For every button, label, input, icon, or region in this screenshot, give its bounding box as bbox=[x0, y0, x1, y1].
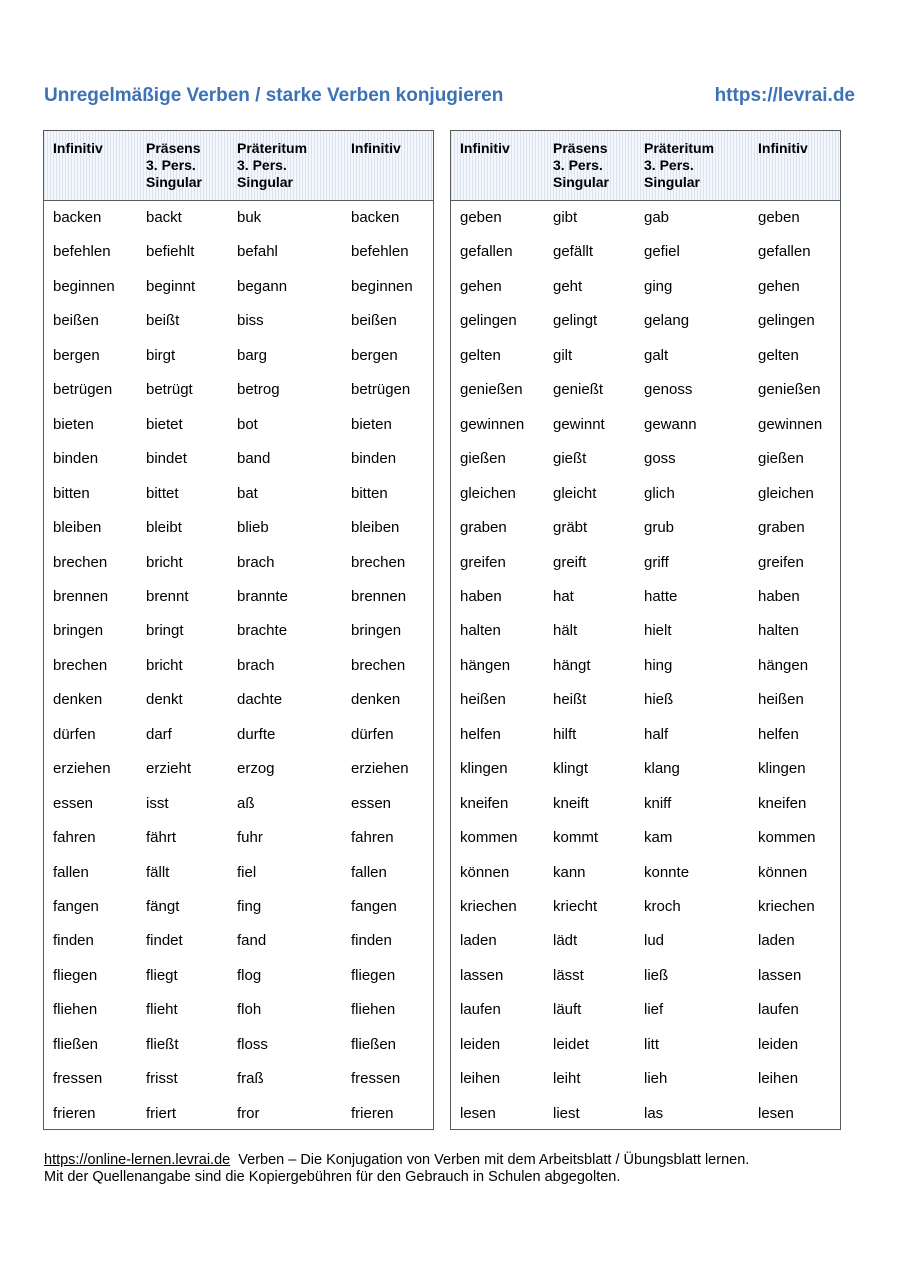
table-row bbox=[451, 443, 840, 477]
praeteritum-cell: floss bbox=[237, 1035, 268, 1053]
table-row bbox=[451, 202, 840, 236]
praesens-cell: backt bbox=[146, 209, 182, 226]
table-row bbox=[451, 1063, 840, 1097]
infinitiv-2-cell: denken bbox=[351, 691, 401, 709]
praesens-cell: genießt bbox=[553, 381, 604, 399]
infinitiv-2-cell: brechen bbox=[351, 656, 406, 674]
praeteritum-cell: konnte bbox=[644, 863, 690, 881]
praeteritum-cell: band bbox=[237, 450, 271, 468]
table-row bbox=[451, 374, 840, 408]
infinitiv-cell: haben bbox=[460, 587, 502, 605]
infinitiv-cell: gleichen bbox=[460, 484, 516, 502]
infinitiv-cell: beginnen bbox=[53, 277, 115, 295]
praesens-cell: denkt bbox=[146, 691, 183, 709]
praesens-cell: hat bbox=[553, 587, 574, 605]
praeteritum-cell: fiel bbox=[237, 863, 257, 881]
infinitiv-2-cell: gleichen bbox=[758, 484, 814, 502]
table-row bbox=[44, 822, 433, 856]
table-row bbox=[44, 994, 433, 1028]
praeteritum-cell: ließ bbox=[644, 966, 669, 984]
praesens-cell: lädt bbox=[553, 932, 578, 950]
infinitiv-2-cell: laden bbox=[758, 932, 795, 950]
praeteritum-cell: aß bbox=[237, 794, 255, 812]
praesens-cell: bringt bbox=[146, 622, 184, 640]
table-row bbox=[451, 684, 840, 718]
praeteritum-cell: lief bbox=[644, 1001, 664, 1019]
infinitiv-cell: kommen bbox=[460, 829, 518, 847]
infinitiv-cell: bleiben bbox=[53, 519, 102, 537]
praesens-cell: heißt bbox=[553, 691, 587, 709]
right-verb-table bbox=[450, 130, 841, 1130]
praesens-cell: betrügt bbox=[146, 381, 193, 399]
infinitiv-2-cell: erziehen bbox=[351, 760, 409, 778]
header-infinitiv: Infinitiv bbox=[53, 140, 103, 156]
infinitiv-2-cell: brennen bbox=[351, 587, 407, 605]
infinitiv-cell: lassen bbox=[460, 966, 504, 984]
table-row bbox=[44, 650, 433, 684]
table-row bbox=[451, 581, 840, 615]
infinitiv-cell: fliehen bbox=[53, 1001, 98, 1019]
infinitiv-cell: bergen bbox=[53, 346, 100, 364]
praesens-cell: gibt bbox=[553, 209, 578, 226]
praesens-cell: liest bbox=[553, 1104, 580, 1122]
praeteritum-cell: fand bbox=[237, 932, 267, 950]
table-row bbox=[44, 684, 433, 718]
praesens-cell: kommt bbox=[553, 829, 598, 847]
praesens-cell: isst bbox=[146, 794, 169, 812]
praeteritum-cell: ging bbox=[644, 277, 673, 295]
praesens-cell: gleicht bbox=[553, 484, 597, 502]
table-row bbox=[451, 340, 840, 374]
table-row bbox=[44, 443, 433, 477]
infinitiv-cell: heißen bbox=[460, 691, 506, 709]
infinitiv-2-cell: binden bbox=[351, 450, 397, 468]
praesens-cell: fängt bbox=[146, 898, 180, 915]
header-infinitiv-2: Infinitiv bbox=[351, 140, 401, 156]
infinitiv-2-cell: gießen bbox=[758, 450, 804, 468]
infinitiv-cell: greifen bbox=[460, 553, 506, 571]
footer-line-2: Mit der Quellenangabe sind die Kopiergebühren für den Gebrauch in Schulen abgegolten. bbox=[44, 1169, 621, 1185]
infinitiv-cell: fahren bbox=[53, 829, 96, 847]
infinitiv-2-cell: fallen bbox=[351, 863, 387, 881]
praesens-cell: findet bbox=[146, 932, 183, 950]
infinitiv-2-cell: geben bbox=[758, 209, 800, 226]
table-row bbox=[44, 409, 433, 443]
table-row bbox=[44, 271, 433, 305]
infinitiv-2-cell: fliegen bbox=[351, 966, 396, 984]
praesens-cell: leiht bbox=[553, 1070, 581, 1088]
infinitiv-2-cell: bleiben bbox=[351, 519, 400, 537]
infinitiv-2-cell: leihen bbox=[758, 1070, 799, 1088]
praeteritum-cell: gefiel bbox=[644, 243, 680, 261]
table-row bbox=[451, 960, 840, 994]
praesens-cell: geht bbox=[553, 277, 583, 295]
praeteritum-cell: dachte bbox=[237, 691, 283, 709]
praesens-cell: hält bbox=[553, 622, 578, 640]
infinitiv-2-cell: genießen bbox=[758, 381, 821, 399]
header-praesens: Präsens 3. Pers. Singular bbox=[146, 140, 203, 190]
infinitiv-2-cell: halten bbox=[758, 622, 799, 640]
infinitiv-cell: leiden bbox=[460, 1035, 501, 1053]
praeteritum-cell: befahl bbox=[237, 243, 278, 261]
praesens-cell: gießt bbox=[553, 450, 587, 468]
praeteritum-cell: litt bbox=[644, 1035, 659, 1053]
table-row bbox=[44, 1029, 433, 1063]
infinitiv-cell: geben bbox=[460, 209, 502, 226]
infinitiv-2-cell: bringen bbox=[351, 622, 402, 640]
infinitiv-2-cell: gehen bbox=[758, 277, 800, 295]
infinitiv-cell: bringen bbox=[53, 622, 104, 640]
table-row bbox=[44, 857, 433, 891]
infinitiv-2-cell: fangen bbox=[351, 898, 397, 915]
infinitiv-2-cell: essen bbox=[351, 794, 392, 812]
praeteritum-cell: kam bbox=[644, 829, 673, 847]
praeteritum-cell: fraß bbox=[237, 1070, 264, 1088]
table-header bbox=[44, 131, 433, 201]
praesens-cell: beginnt bbox=[146, 277, 196, 295]
infinitiv-cell: helfen bbox=[460, 725, 501, 743]
infinitiv-2-cell: betrügen bbox=[351, 381, 411, 399]
infinitiv-cell: fließen bbox=[53, 1035, 99, 1053]
table-row bbox=[451, 857, 840, 891]
table-row bbox=[451, 753, 840, 787]
infinitiv-2-cell: brechen bbox=[351, 553, 406, 571]
table-row bbox=[44, 1063, 433, 1097]
table-row bbox=[451, 615, 840, 649]
praesens-cell: gewinnt bbox=[553, 415, 605, 433]
praeteritum-cell: begann bbox=[237, 277, 288, 295]
praesens-cell: bittet bbox=[146, 484, 179, 502]
table-row bbox=[451, 788, 840, 822]
praeteritum-cell: hatte bbox=[644, 587, 678, 605]
praesens-cell: flieht bbox=[146, 1001, 178, 1019]
infinitiv-cell: denken bbox=[53, 691, 103, 709]
infinitiv-2-cell: gewinnen bbox=[758, 415, 823, 433]
praesens-cell: darf bbox=[146, 725, 172, 743]
infinitiv-2-cell: graben bbox=[758, 519, 805, 537]
table-row bbox=[44, 236, 433, 270]
table-row bbox=[44, 891, 433, 925]
praeteritum-cell: hielt bbox=[644, 622, 672, 640]
praesens-cell: kriecht bbox=[553, 898, 598, 915]
infinitiv-cell: dürfen bbox=[53, 725, 96, 743]
table-row bbox=[451, 650, 840, 684]
praesens-cell: fliegt bbox=[146, 966, 178, 984]
praeteritum-cell: blieb bbox=[237, 519, 269, 537]
table-row bbox=[451, 822, 840, 856]
infinitiv-cell: binden bbox=[53, 450, 99, 468]
table-row bbox=[451, 236, 840, 270]
infinitiv-cell: gelten bbox=[460, 346, 501, 364]
footer-text: Verben – Die Konjugation von Verben mit dem Arbeitsblatt / Übungsblatt lernen. bbox=[230, 1152, 750, 1168]
infinitiv-2-cell: fliehen bbox=[351, 1001, 396, 1019]
infinitiv-2-cell: gelten bbox=[758, 346, 799, 364]
praeteritum-cell: lieh bbox=[644, 1070, 668, 1088]
infinitiv-2-cell: helfen bbox=[758, 725, 799, 743]
infinitiv-2-cell: klingen bbox=[758, 760, 806, 778]
header-infinitiv-2: Infinitiv bbox=[758, 140, 808, 156]
infinitiv-cell: bieten bbox=[53, 415, 94, 433]
table-row bbox=[44, 719, 433, 753]
infinitiv-2-cell: heißen bbox=[758, 691, 804, 709]
praeteritum-cell: biss bbox=[237, 312, 264, 330]
infinitiv-cell: laden bbox=[460, 932, 497, 950]
praeteritum-cell: grub bbox=[644, 519, 675, 537]
infinitiv-2-cell: fressen bbox=[351, 1070, 401, 1088]
table-row bbox=[44, 547, 433, 581]
infinitiv-2-cell: leiden bbox=[758, 1035, 799, 1053]
infinitiv-cell: laufen bbox=[460, 1001, 501, 1019]
praesens-cell: fährt bbox=[146, 829, 177, 847]
header-praesens: Präsens 3. Pers. Singular bbox=[553, 140, 610, 190]
praesens-cell: bricht bbox=[146, 553, 183, 571]
praeteritum-cell: erzog bbox=[237, 760, 275, 778]
praeteritum-cell: bat bbox=[237, 484, 258, 502]
infinitiv-cell: frieren bbox=[53, 1104, 96, 1122]
praesens-cell: hilft bbox=[553, 725, 577, 743]
infinitiv-2-cell: beißen bbox=[351, 312, 397, 330]
infinitiv-2-cell: backen bbox=[351, 209, 400, 226]
infinitiv-2-cell: hängen bbox=[758, 656, 809, 674]
infinitiv-2-cell: kneifen bbox=[758, 794, 807, 812]
infinitiv-2-cell: kriechen bbox=[758, 898, 815, 915]
table-row bbox=[451, 409, 840, 443]
praesens-cell: beißt bbox=[146, 312, 180, 330]
praesens-cell: klingt bbox=[553, 760, 589, 778]
infinitiv-2-cell: lesen bbox=[758, 1104, 794, 1122]
praeteritum-cell: goss bbox=[644, 450, 676, 468]
praeteritum-cell: half bbox=[644, 725, 669, 743]
infinitiv-cell: gewinnen bbox=[460, 415, 525, 433]
praesens-cell: lässt bbox=[553, 966, 584, 984]
praesens-cell: befiehlt bbox=[146, 243, 195, 261]
table-row bbox=[44, 788, 433, 822]
praeteritum-cell: kniff bbox=[644, 794, 672, 812]
praeteritum-cell: brannte bbox=[237, 587, 288, 605]
infinitiv-cell: brennen bbox=[53, 587, 109, 605]
praesens-cell: birgt bbox=[146, 346, 176, 364]
footer-link[interactable]: https://online-lernen.levrai.de bbox=[44, 1152, 231, 1168]
table-row bbox=[451, 1098, 840, 1132]
praeteritum-cell: gewann bbox=[644, 415, 697, 433]
praeteritum-cell: griff bbox=[644, 553, 669, 571]
table-row bbox=[44, 374, 433, 408]
praeteritum-cell: gab bbox=[644, 209, 670, 226]
infinitiv-cell: lesen bbox=[460, 1104, 496, 1122]
infinitiv-cell: befehlen bbox=[53, 243, 111, 261]
infinitiv-2-cell: frieren bbox=[351, 1104, 394, 1122]
praesens-cell: hängt bbox=[553, 656, 591, 674]
table-row bbox=[44, 581, 433, 615]
infinitiv-2-cell: können bbox=[758, 863, 808, 881]
praesens-cell: greift bbox=[553, 553, 587, 571]
praesens-cell: brennt bbox=[146, 587, 189, 605]
infinitiv-cell: beißen bbox=[53, 312, 99, 330]
infinitiv-2-cell: gelingen bbox=[758, 312, 815, 330]
header-infinitiv: Infinitiv bbox=[460, 140, 510, 156]
infinitiv-cell: fangen bbox=[53, 898, 99, 915]
infinitiv-2-cell: lassen bbox=[758, 966, 802, 984]
table-row bbox=[451, 719, 840, 753]
praeteritum-cell: hieß bbox=[644, 691, 674, 709]
praeteritum-cell: bot bbox=[237, 415, 258, 433]
header-praeteritum: Präteritum 3. Pers. Singular bbox=[644, 140, 715, 190]
infinitiv-cell: leihen bbox=[460, 1070, 501, 1088]
praesens-cell: kann bbox=[553, 863, 586, 881]
table-row bbox=[44, 202, 433, 236]
table-row bbox=[44, 512, 433, 546]
praeteritum-cell: brachte bbox=[237, 622, 288, 640]
praeteritum-cell: brach bbox=[237, 553, 275, 571]
praeteritum-cell: flog bbox=[237, 966, 262, 984]
infinitiv-cell: betrügen bbox=[53, 381, 113, 399]
praesens-cell: gilt bbox=[553, 346, 573, 364]
infinitiv-cell: bitten bbox=[53, 484, 90, 502]
praesens-cell: kneift bbox=[553, 794, 589, 812]
infinitiv-2-cell: laufen bbox=[758, 1001, 799, 1019]
infinitiv-2-cell: bieten bbox=[351, 415, 392, 433]
table-row bbox=[451, 478, 840, 512]
infinitiv-cell: kriechen bbox=[460, 898, 517, 915]
praesens-cell: gefällt bbox=[553, 243, 594, 261]
table-row bbox=[44, 753, 433, 787]
site-url: https://levrai.de bbox=[714, 85, 855, 106]
infinitiv-2-cell: haben bbox=[758, 587, 800, 605]
infinitiv-cell: fallen bbox=[53, 863, 89, 881]
praeteritum-cell: klang bbox=[644, 760, 680, 778]
infinitiv-cell: halten bbox=[460, 622, 501, 640]
praeteritum-cell: hing bbox=[644, 656, 673, 674]
praesens-cell: bindet bbox=[146, 450, 187, 468]
praeteritum-cell: kroch bbox=[644, 898, 681, 915]
infinitiv-cell: fliegen bbox=[53, 966, 98, 984]
infinitiv-cell: genießen bbox=[460, 381, 523, 399]
infinitiv-2-cell: kommen bbox=[758, 829, 816, 847]
infinitiv-cell: gehen bbox=[460, 277, 502, 295]
table-row bbox=[44, 615, 433, 649]
table-row bbox=[44, 305, 433, 339]
praeteritum-cell: fuhr bbox=[237, 829, 263, 847]
praesens-cell: läuft bbox=[553, 1001, 582, 1019]
infinitiv-cell: brechen bbox=[53, 656, 108, 674]
praeteritum-cell: lud bbox=[644, 932, 665, 950]
infinitiv-cell: gefallen bbox=[460, 243, 513, 261]
praeteritum-cell: fing bbox=[237, 898, 262, 915]
infinitiv-2-cell: finden bbox=[351, 932, 392, 950]
infinitiv-cell: gießen bbox=[460, 450, 506, 468]
table-row bbox=[44, 925, 433, 959]
praeteritum-cell: las bbox=[644, 1104, 664, 1122]
infinitiv-cell: kneifen bbox=[460, 794, 509, 812]
infinitiv-cell: graben bbox=[460, 519, 507, 537]
infinitiv-cell: finden bbox=[53, 932, 94, 950]
table-row bbox=[451, 925, 840, 959]
infinitiv-cell: backen bbox=[53, 209, 102, 226]
praeteritum-cell: genoss bbox=[644, 381, 693, 399]
infinitiv-cell: gelingen bbox=[460, 312, 517, 330]
praeteritum-cell: glich bbox=[644, 484, 675, 502]
praesens-cell: fällt bbox=[146, 863, 170, 881]
infinitiv-2-cell: beginnen bbox=[351, 277, 413, 295]
infinitiv-2-cell: fließen bbox=[351, 1035, 397, 1053]
infinitiv-cell: fressen bbox=[53, 1070, 103, 1088]
praesens-cell: bleibt bbox=[146, 519, 182, 537]
infinitiv-2-cell: dürfen bbox=[351, 725, 394, 743]
infinitiv-2-cell: bergen bbox=[351, 346, 398, 364]
table-row bbox=[451, 547, 840, 581]
praeteritum-cell: fror bbox=[237, 1104, 260, 1122]
praeteritum-cell: barg bbox=[237, 346, 268, 364]
table-row bbox=[451, 512, 840, 546]
left-verb-table bbox=[43, 130, 434, 1130]
infinitiv-2-cell: gefallen bbox=[758, 243, 811, 261]
page-title: Unregelmäßige Verben / starke Verben konjugieren bbox=[44, 85, 504, 106]
infinitiv-cell: brechen bbox=[53, 553, 108, 571]
footer-line-1 bbox=[44, 1152, 749, 1169]
praesens-cell: erzieht bbox=[146, 760, 192, 778]
praeteritum-cell: durfte bbox=[237, 725, 276, 743]
table-row bbox=[451, 271, 840, 305]
footer bbox=[44, 1152, 749, 1186]
infinitiv-2-cell: fahren bbox=[351, 829, 394, 847]
infinitiv-cell: können bbox=[460, 863, 510, 881]
table-row bbox=[451, 891, 840, 925]
praesens-cell: friert bbox=[146, 1104, 176, 1122]
praeteritum-cell: floh bbox=[237, 1001, 262, 1019]
praesens-cell: frisst bbox=[146, 1070, 178, 1088]
infinitiv-cell: klingen bbox=[460, 760, 508, 778]
table-header bbox=[451, 131, 840, 201]
praesens-cell: leidet bbox=[553, 1035, 589, 1053]
infinitiv-2-cell: greifen bbox=[758, 553, 804, 571]
infinitiv-cell: essen bbox=[53, 794, 94, 812]
table-row bbox=[44, 1098, 433, 1132]
praeteritum-cell: gelang bbox=[644, 312, 690, 330]
table-row bbox=[44, 960, 433, 994]
praesens-cell: fließt bbox=[146, 1035, 179, 1053]
table-row bbox=[44, 478, 433, 512]
praeteritum-cell: brach bbox=[237, 656, 275, 674]
praesens-cell: bietet bbox=[146, 415, 183, 433]
praeteritum-cell: buk bbox=[237, 209, 262, 226]
praesens-cell: bricht bbox=[146, 656, 183, 674]
praesens-cell: gräbt bbox=[553, 519, 588, 537]
table-row bbox=[44, 340, 433, 374]
table-row bbox=[451, 1029, 840, 1063]
table-row bbox=[451, 305, 840, 339]
infinitiv-2-cell: befehlen bbox=[351, 243, 409, 261]
infinitiv-2-cell: bitten bbox=[351, 484, 388, 502]
infinitiv-cell: erziehen bbox=[53, 760, 111, 778]
praeteritum-cell: betrog bbox=[237, 381, 280, 399]
table-row bbox=[451, 994, 840, 1028]
praesens-cell: gelingt bbox=[553, 312, 598, 330]
praeteritum-cell: galt bbox=[644, 346, 669, 364]
infinitiv-cell: hängen bbox=[460, 656, 511, 674]
header-praeteritum: Präteritum 3. Pers. Singular bbox=[237, 140, 308, 190]
